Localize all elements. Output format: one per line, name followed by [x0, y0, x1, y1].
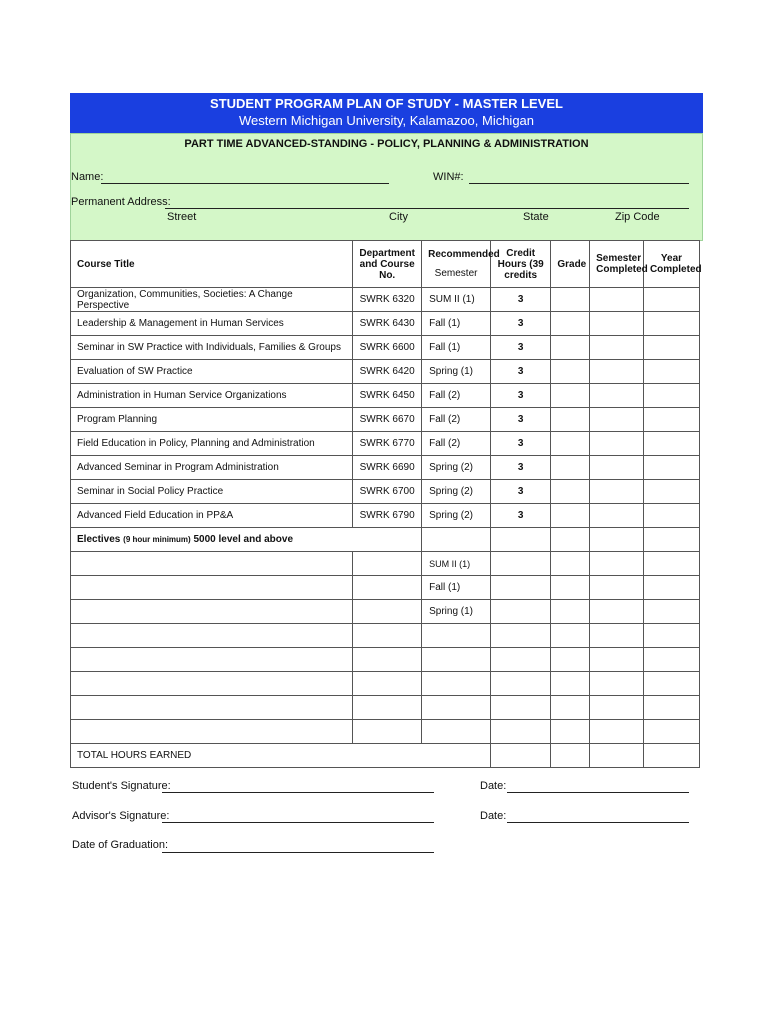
elective-dept-cell[interactable] [353, 624, 422, 648]
student-info-section [70, 133, 703, 241]
elective-row [71, 576, 700, 600]
grade-cell[interactable] [551, 456, 590, 480]
total-hours-value[interactable] [491, 744, 551, 768]
elective-title-cell[interactable] [71, 576, 353, 600]
elective-row [71, 600, 700, 624]
recommended-semester: Fall (1) [422, 312, 491, 336]
elective-year-completed-cell[interactable] [643, 552, 699, 576]
elective-semester [422, 648, 491, 672]
course-title: Organization, Communities, Societies: A Change Perspective [71, 288, 353, 312]
elective-semester [422, 696, 491, 720]
recommended-semester: Fall (2) [422, 408, 491, 432]
total-grade-cell[interactable] [551, 744, 590, 768]
elective-grade-cell[interactable] [551, 648, 590, 672]
total-row [71, 744, 700, 768]
semester-completed-cell[interactable] [590, 312, 644, 336]
elective-title-cell[interactable] [71, 600, 353, 624]
credit-hours-header: Credit Hours (39 credits [491, 241, 551, 288]
year-completed-cell[interactable] [643, 432, 699, 456]
course-title: Evaluation of SW Practice [71, 360, 353, 384]
table-row [71, 312, 700, 336]
elective-grade-cell[interactable] [551, 672, 590, 696]
grade-cell[interactable] [551, 432, 590, 456]
elective-row [71, 648, 700, 672]
recommended-semester: Fall (2) [422, 384, 491, 408]
elective-semester-completed-cell[interactable] [590, 552, 644, 576]
course-title: Seminar in Social Policy Practice [71, 480, 353, 504]
grade-cell[interactable] [551, 408, 590, 432]
year-completed-cell[interactable] [643, 288, 699, 312]
credit-hours: 3 [491, 456, 551, 480]
elective-grade-cell[interactable] [551, 720, 590, 744]
credit-hours: 3 [491, 360, 551, 384]
credit-hours: 3 [491, 312, 551, 336]
year-completed-cell[interactable] [643, 480, 699, 504]
recommended-semester: Spring (2) [422, 504, 491, 528]
institution-name: Western Michigan University, Kalamazoo, Michigan [238, 113, 535, 128]
elective-credit-cell[interactable] [491, 576, 551, 600]
elective-title-cell[interactable] [71, 648, 353, 672]
elective-semester [422, 672, 491, 696]
recommended-semester: Spring (2) [422, 480, 491, 504]
elective-credit-cell[interactable] [491, 672, 551, 696]
name-label: Name: [71, 171, 104, 183]
year-completed-cell[interactable] [643, 336, 699, 360]
course-number: SWRK 6320 [353, 288, 422, 312]
date1-label: Date: [480, 780, 507, 792]
credit-hours: 3 [491, 432, 551, 456]
elective-year-completed-cell[interactable] [643, 648, 699, 672]
elective-semester-completed-cell[interactable] [590, 696, 644, 720]
grade-cell[interactable] [551, 384, 590, 408]
semester-completed-cell[interactable] [590, 384, 644, 408]
elective-credit-cell[interactable] [491, 624, 551, 648]
elective-row [71, 720, 700, 744]
electives-label [71, 528, 422, 552]
credit-hours: 3 [491, 288, 551, 312]
elective-semester-completed-cell[interactable] [590, 648, 644, 672]
table-row [71, 504, 700, 528]
elective-credit-cell[interactable] [491, 648, 551, 672]
credit-hours: 3 [491, 504, 551, 528]
semester-completed-cell[interactable] [590, 432, 644, 456]
course-title: Leadership & Management in Human Services [71, 312, 353, 336]
year-completed-cell[interactable] [643, 504, 699, 528]
semester-completed-cell[interactable] [590, 504, 644, 528]
course-title: Seminar in SW Practice with Individuals, Families & Groups [71, 336, 353, 360]
recommended-semester: Spring (2) [422, 456, 491, 480]
electives-label-c: 5000 level and above [193, 534, 294, 545]
elective-semester: Fall (1) [422, 576, 491, 600]
recommended-semester-header [422, 241, 500, 288]
course-number: SWRK 6430 [353, 312, 422, 336]
date2-label: Date: [480, 810, 507, 822]
elective-semester: Spring (1) [422, 600, 491, 624]
semester-completed-cell[interactable] [590, 288, 644, 312]
elective-semester [422, 720, 491, 744]
course-number: SWRK 6670 [353, 408, 422, 432]
advisor-signature-field[interactable] [162, 822, 434, 823]
table-row [71, 336, 700, 360]
table-row [71, 384, 700, 408]
elective-dept-cell[interactable] [353, 552, 422, 576]
semester-completed-cell[interactable] [590, 456, 644, 480]
elective-row [71, 552, 700, 576]
semester-completed-cell[interactable] [590, 336, 644, 360]
elective-credit-cell[interactable] [491, 600, 551, 624]
credit-hours: 3 [491, 480, 551, 504]
course-number: SWRK 6790 [353, 504, 422, 528]
grade-cell[interactable] [551, 480, 590, 504]
program-subtitle: PART TIME ADVANCED-STANDING - POLICY, PLANNING & ADMINISTRATION [184, 138, 589, 150]
course-title-header: Course Title [71, 241, 353, 288]
course-number: SWRK 6690 [353, 456, 422, 480]
address-label: Permanent Address: [71, 196, 171, 208]
course-title: Field Education in Policy, Planning and Administration [71, 432, 353, 456]
table-row [71, 456, 700, 480]
year-completed-cell[interactable] [643, 456, 699, 480]
total-year-cell[interactable] [643, 744, 699, 768]
semester-completed-cell[interactable] [590, 408, 644, 432]
recommended-semester: Spring (1) [422, 360, 491, 384]
city-label: City [389, 211, 408, 223]
elective-empty-cell[interactable] [551, 528, 590, 552]
name-field[interactable] [101, 183, 389, 184]
semester-label: Semester [434, 268, 478, 279]
elective-title-cell[interactable] [71, 624, 353, 648]
win-field[interactable] [469, 183, 689, 184]
electives-label-a: Electives [77, 534, 121, 545]
elective-dept-cell[interactable] [353, 600, 422, 624]
year-completed-header: Year Completed [643, 241, 699, 288]
grade-cell[interactable] [551, 288, 590, 312]
elective-year-completed-cell[interactable] [643, 720, 699, 744]
credit-hours: 3 [491, 384, 551, 408]
elective-credit-cell[interactable] [491, 720, 551, 744]
date1-field[interactable] [507, 792, 689, 793]
course-title: Advanced Field Education in PP&A [71, 504, 353, 528]
student-signature-field[interactable] [162, 792, 434, 793]
course-number: SWRK 6700 [353, 480, 422, 504]
course-number: SWRK 6600 [353, 336, 422, 360]
elective-row [71, 672, 700, 696]
credit-hours: 3 [491, 336, 551, 360]
year-completed-cell[interactable] [643, 360, 699, 384]
elective-title-cell[interactable] [71, 552, 353, 576]
elective-year-completed-cell[interactable] [643, 600, 699, 624]
elective-grade-cell[interactable] [551, 696, 590, 720]
form-title: STUDENT PROGRAM PLAN OF STUDY - MASTER LEVEL [210, 96, 563, 111]
elective-semester-completed-cell[interactable] [590, 720, 644, 744]
recommended-label: Recommended [428, 249, 500, 260]
form-header [70, 93, 703, 133]
semester-completed-cell[interactable] [590, 360, 644, 384]
elective-row [71, 696, 700, 720]
table-row [71, 480, 700, 504]
elective-semester-completed-cell[interactable] [590, 576, 644, 600]
graduation-date-label: Date of Graduation: [72, 839, 169, 851]
course-number: SWRK 6450 [353, 384, 422, 408]
elective-credit-cell[interactable] [491, 552, 551, 576]
elective-grade-cell[interactable] [551, 600, 590, 624]
table-row [71, 360, 700, 384]
semester-completed-cell[interactable] [590, 480, 644, 504]
win-label: WIN#: [433, 171, 464, 183]
elective-grade-cell[interactable] [551, 624, 590, 648]
elective-semester [422, 624, 491, 648]
course-number: SWRK 6770 [353, 432, 422, 456]
address-field[interactable] [165, 208, 689, 209]
street-label: Street [167, 211, 197, 223]
grade-cell[interactable] [551, 504, 590, 528]
advisor-signature-label: Advisor's Signature: [72, 810, 170, 822]
recommended-semester: Fall (1) [422, 336, 491, 360]
elective-semester-completed-cell[interactable] [590, 624, 644, 648]
elective-credit-cell[interactable] [491, 696, 551, 720]
grade-cell[interactable] [551, 360, 590, 384]
year-completed-cell[interactable] [643, 312, 699, 336]
elective-dept-cell[interactable] [353, 720, 422, 744]
elective-semester-completed-cell[interactable] [590, 600, 644, 624]
table-header-row [71, 241, 700, 288]
zip-label: Zip Code [615, 211, 660, 223]
graduation-date-field[interactable] [162, 852, 434, 853]
total-semester-cell[interactable] [590, 744, 644, 768]
dept-header: Department and Course No. [353, 241, 422, 288]
elective-title-cell[interactable] [71, 696, 353, 720]
grade-header: Grade [551, 241, 590, 288]
course-title: Administration in Human Service Organizations [71, 384, 353, 408]
elective-dept-cell[interactable] [353, 576, 422, 600]
elective-year-completed-cell[interactable] [643, 672, 699, 696]
elective-empty-cell[interactable] [422, 528, 491, 552]
student-signature-label: Student's Signature: [72, 780, 171, 792]
elective-empty-cell[interactable] [590, 528, 644, 552]
electives-row [71, 528, 700, 552]
recommended-semester: SUM II (1) [422, 288, 491, 312]
semester-completed-header: Semester Completed [590, 241, 644, 288]
course-number: SWRK 6420 [353, 360, 422, 384]
elective-empty-cell[interactable] [491, 528, 551, 552]
table-row [71, 432, 700, 456]
elective-year-completed-cell[interactable] [643, 696, 699, 720]
elective-empty-cell[interactable] [643, 528, 699, 552]
elective-dept-cell[interactable] [353, 672, 422, 696]
elective-title-cell[interactable] [71, 672, 353, 696]
elective-semester: SUM II (1) [422, 552, 491, 576]
elective-row [71, 624, 700, 648]
total-hours-label: TOTAL HOURS EARNED [71, 744, 491, 768]
credit-hours: 3 [491, 408, 551, 432]
elective-year-completed-cell[interactable] [643, 624, 699, 648]
elective-grade-cell[interactable] [551, 576, 590, 600]
elective-year-completed-cell[interactable] [643, 576, 699, 600]
year-completed-cell[interactable] [643, 408, 699, 432]
table-row [71, 288, 700, 312]
recommended-semester: Fall (2) [422, 432, 491, 456]
date2-field[interactable] [507, 822, 689, 823]
elective-semester-completed-cell[interactable] [590, 672, 644, 696]
table-row [71, 408, 700, 432]
elective-dept-cell[interactable] [353, 696, 422, 720]
grade-cell[interactable] [551, 336, 590, 360]
elective-dept-cell[interactable] [353, 648, 422, 672]
grade-cell[interactable] [551, 312, 590, 336]
electives-label-b: (9 hour minimum) [123, 535, 191, 544]
year-completed-cell[interactable] [643, 384, 699, 408]
elective-grade-cell[interactable] [551, 552, 590, 576]
elective-title-cell[interactable] [71, 720, 353, 744]
course-table [70, 240, 700, 768]
course-title: Advanced Seminar in Program Administration [71, 456, 353, 480]
state-label: State [523, 211, 549, 223]
course-title: Program Planning [71, 408, 353, 432]
